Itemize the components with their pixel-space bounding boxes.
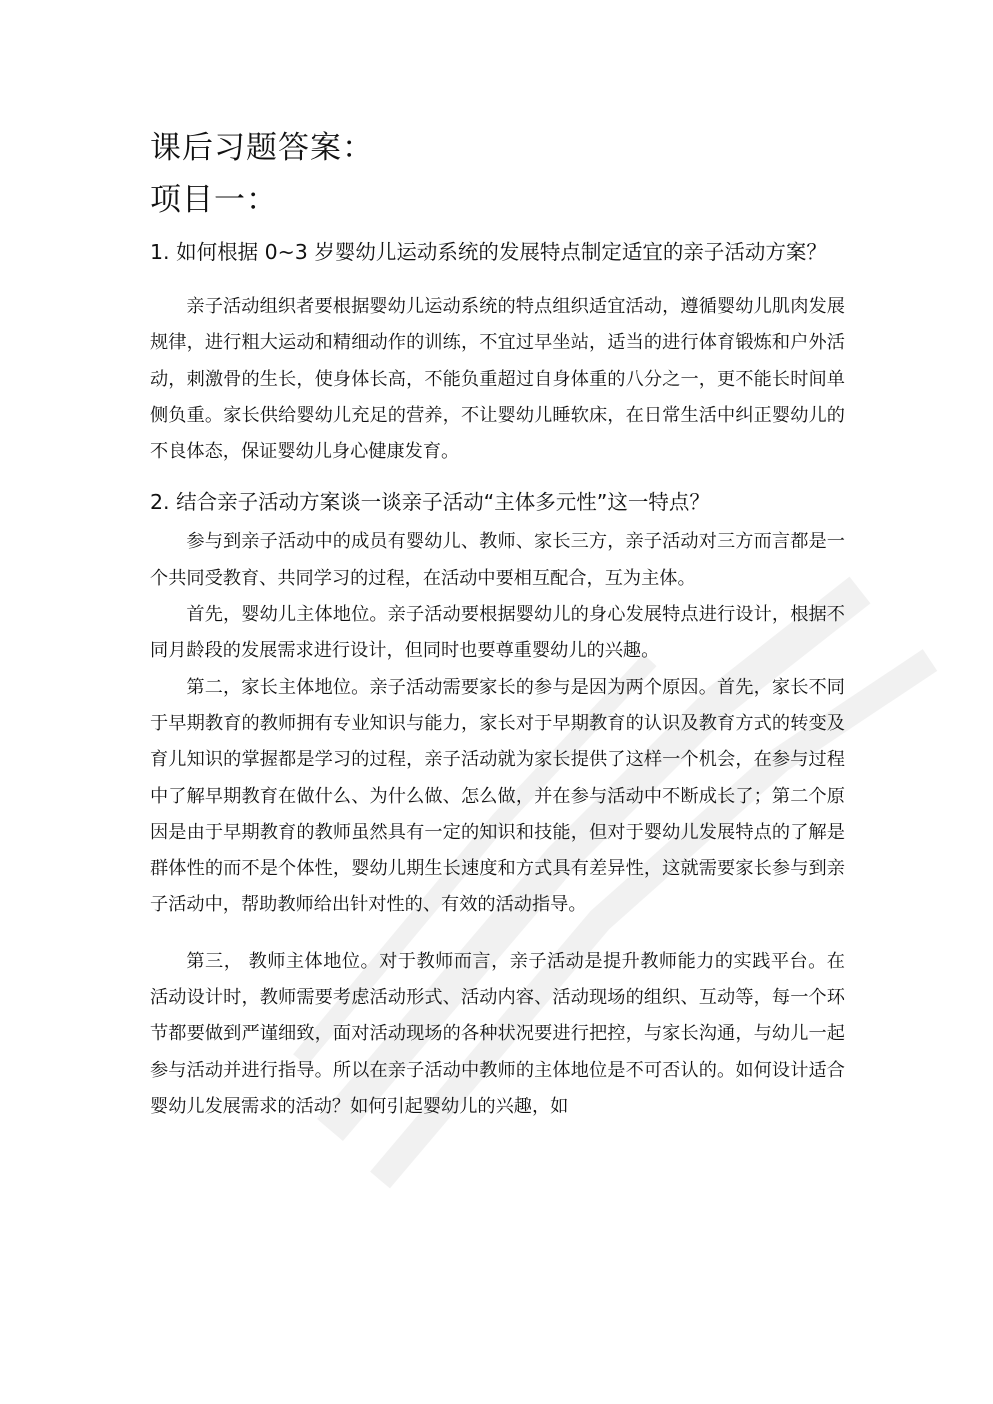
answer-1: 亲子活动组织者要根据婴幼儿运动系统的特点组织适宜活动，遵循婴幼儿肌肉发展规律，进行粗大运动和精细动作的训练，不宜过早坐站，适当的进行体育锻炼和户外活动，刺激骨的生长，使身体长高，不能负重超过自身体重的八分之一，更不能长时间单侧负重。家长供给婴幼儿充足的营养，不让婴幼儿睡软床，在日常生活中纠正婴幼儿的不良体态，保证婴幼儿身心健康发育。 <box>150 296 845 463</box>
question-1: 1. 如何根据 0~3 岁婴幼儿运动系统的发展特点制定适宜的亲子活动方案？ <box>150 240 827 264</box>
document-title: 课后习题答案： <box>150 130 374 166</box>
answer-2-paragraph-3: 第二，家长主体地位。亲子活动需要家长的参与是因为两个原因。首先，家长不同于早期教育的教师拥有专业知识与能力，家长对于早期教育的认识及教育方式的转变及育儿知识的掌握都是学习的过程，亲子活动就为家长提供了这样一个机会，在参与过程中了解早期教育在做什么、为什么做、怎么做，并在参与活动中不断成长了；第二个原因是由于早期教育的教师虽然具有一定的知识和技能，但对于婴幼儿发展特点的了解是群体性的而不是个体性，婴幼儿期生长速度和方式具有差异性，这就需要家长参与到亲子活动中，帮助教师给出针对性的、有效的活动指导。 <box>150 676 845 916</box>
answer-2-paragraph-2: 首先，婴幼儿主体地位。亲子活动要根据婴幼儿的身心发展特点进行设计，根据不同月龄段的发展需求进行设计，但同时也要尊重婴幼儿的兴趣。 <box>150 604 845 662</box>
section-heading: 项目一： <box>150 182 278 218</box>
answer-2-paragraph-4: 第三， 教师主体地位。对于教师而言，亲子活动是提升教师能力的实践平台。在活动设计时，教师需要考虑活动形式、活动内容、活动现场的组织、互动等，每一个环节都要做到严谨细致，面对活动现场的各种状况要进行把控，与家长沟通，与幼儿一起参与活动并进行指导。所以在亲子活动中教师的主体地位是不可否认的。如何设计适合婴幼儿发展需求的活动？如何引起婴幼儿的兴趣，如 <box>150 950 845 1117</box>
answer-2-paragraph-1: 参与到亲子活动中的成员有婴幼儿、教师、家长三方，亲子活动对三方而言都是一个共同受教育、共同学习的过程，在活动中要相互配合，互为主体。 <box>150 531 845 589</box>
document-page <box>150 128 845 1125</box>
question-2: 2. 结合亲子活动方案谈一谈亲子活动“主体多元性”这一特点？ <box>150 490 710 515</box>
